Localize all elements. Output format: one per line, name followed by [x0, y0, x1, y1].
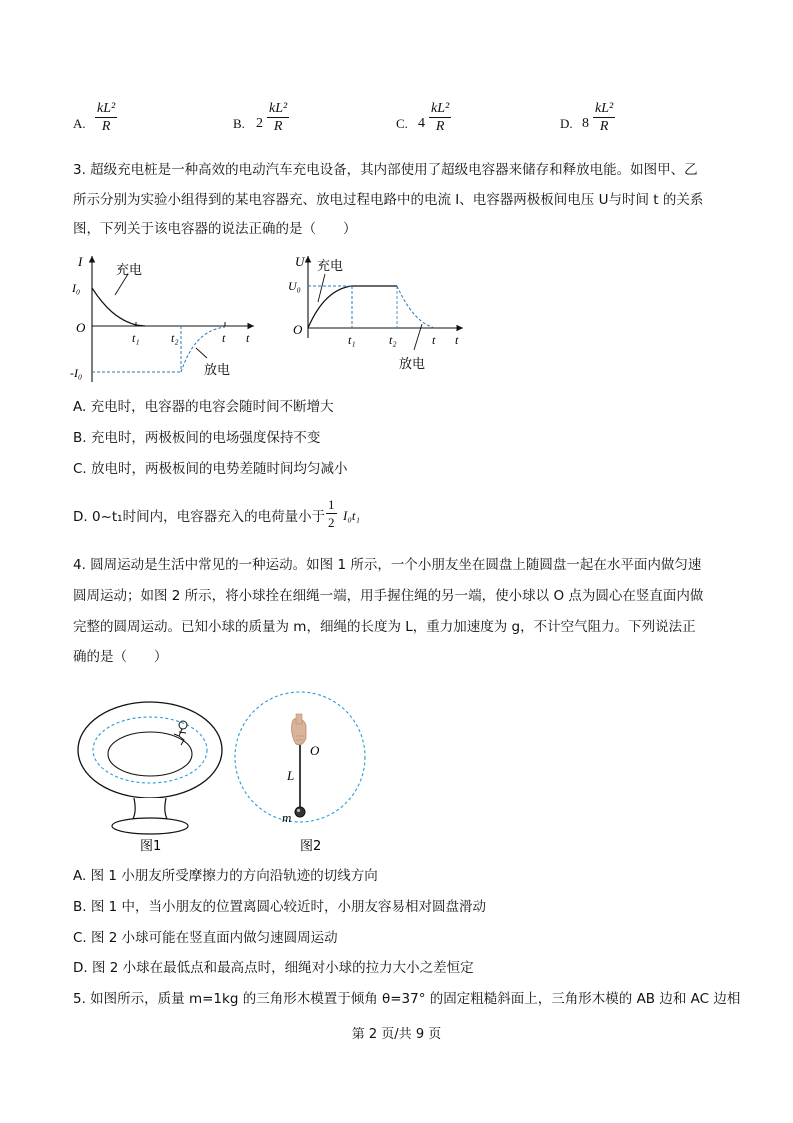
figure2-m-label: m: [282, 810, 292, 825]
figure1-caption: 图1: [140, 839, 162, 854]
graph1-t1-label: t₁: [132, 331, 140, 345]
q4-stem-line4: 确的是（ ）: [73, 649, 168, 665]
q3-option-c: C. 放电时，两极板间的电势差随时间均匀减小: [73, 461, 348, 477]
q3-option-b: B. 充电时，两极板间的电场强度保持不变: [73, 430, 321, 446]
q2-option-c-letter: C.: [396, 116, 408, 131]
ball: [295, 807, 305, 817]
turntable-inner-rim: [108, 732, 192, 776]
graph2-t2-label: t₂: [389, 333, 397, 347]
graph2-t1-label: t₁: [348, 333, 356, 347]
q4-stem-line2: 圆周运动；如图 2 所示，将小球拴在细绳一端，用手握住绳的另一端，使小球以 O 点为圆心在竖直面内做: [73, 588, 704, 604]
q2-option-d-letter: D.: [560, 116, 573, 131]
q2-option-b-letter: B.: [233, 116, 245, 131]
figure2-L-label: L: [287, 768, 295, 783]
graph1-y-label: I: [78, 254, 83, 269]
q4-stem-line1: 4. 圆周运动是生活中常见的一种运动。如图 1 所示，一个小朋友坐在圆盘上随圆盘一起在水平面内做匀速: [73, 557, 702, 573]
q2-option-a-numerator: kL²: [97, 101, 116, 116]
graph1-discharge-label: 放电: [204, 363, 231, 378]
graph2-t-end-label: t: [432, 333, 436, 347]
q3-option-a: A. 充电时，电容器的电容会随时间不断增大: [73, 399, 334, 415]
q5-stem-line1: 5. 如图所示，质量 m=1kg 的三角形木模置于倾角 θ=37° 的固定粗糙斜面上，三角形木模的 AB 边和 AC 边相: [73, 991, 741, 1007]
graph2-charge-curve: [308, 286, 352, 328]
graph2-u0-label: U₀: [288, 279, 301, 293]
graph1-charge-curve: [92, 288, 136, 325]
graph2-discharge-curve: [397, 286, 435, 328]
figure2-caption: 图2: [300, 839, 322, 854]
graph1-i0-label: I₀: [72, 281, 81, 295]
q2-option-b-denominator: R: [273, 119, 283, 134]
graph1-neg-i0-label: -I₀: [70, 366, 83, 380]
q2-option-c-denominator: R: [435, 119, 445, 134]
graph1-t2-label: t₂: [171, 331, 179, 345]
q4-option-d: D. 图 2 小球在最低点和最高点时，细绳对小球的拉力大小之差恒定: [73, 960, 474, 976]
q2-option-c-coef: 4: [418, 116, 425, 131]
graph2-discharge-label: 放电: [399, 357, 426, 372]
graph2-charge-label: 充电: [317, 259, 344, 274]
q2-option-a-fraction: [95, 100, 117, 135]
q4-stem-line3: 完整的圆周运动。已知小球的质量为 m，细绳的长度为 L，重力加速度为 g，不计空气阻力。下列说法正: [73, 619, 696, 635]
hand-icon: [292, 714, 306, 745]
page-footer: 第 2 页/共 9 页: [351, 1027, 442, 1042]
graph1-t-end-label: t: [222, 331, 226, 345]
q2-option-b-coef: 2: [256, 116, 263, 131]
q2-option-d-numerator: kL²: [595, 101, 614, 116]
q4-figure2-vertical-circle: [232, 690, 382, 855]
q2-option-b-fraction: [267, 100, 289, 135]
q3-option-d-denominator: 2: [328, 515, 335, 530]
figure2-O-label: O: [310, 743, 320, 758]
q2-option-d-denominator: R: [599, 119, 609, 134]
q2-option-a-letter: A.: [73, 116, 86, 131]
graph1-x-label: t: [246, 331, 250, 345]
q3-stem-line2: 所示分别为实验小组得到的某电容器充、放电过程电路中的电流 I、电容器两极板间电压 U与时间 t 的关系: [73, 192, 704, 208]
q3-option-d-numerator: 1: [328, 497, 335, 512]
graph2-y-label: U: [295, 254, 305, 269]
q3-option-d-tail: I₀t₁: [343, 508, 360, 523]
q3-stem-line1: 3. 超级充电桩是一种高效的电动汽车充电设备，其内部使用了超级电容器来储存和释放电能。如图甲、乙: [73, 162, 698, 178]
q3-graph-current: [70, 250, 260, 385]
q2-option-a-denominator: R: [101, 119, 111, 134]
q4-option-c: C. 图 2 小球可能在竖直面内做匀速圆周运动: [73, 930, 338, 946]
graph2-x-label: t: [455, 333, 459, 347]
q2-option-c-fraction: [429, 100, 451, 135]
q3-stem-line3: 图，下列关于该电容器的说法正确的是（ ）: [73, 221, 357, 237]
graph2-origin-label: O: [293, 322, 303, 337]
q3-option-d-fraction: [326, 496, 337, 531]
q4-option-a: A. 图 1 小朋友所受摩擦力的方向沿轨迹的切线方向: [73, 868, 378, 884]
q2-option-d-fraction: [593, 100, 615, 135]
q4-figure1-turntable: [70, 690, 230, 855]
q3-option-d-prefix: D. 0~t₁时间内，电容器充入的电荷量小于: [73, 509, 326, 525]
q2-option-b-numerator: kL²: [269, 101, 288, 116]
graph1-origin-label: O: [76, 320, 86, 335]
turntable-base: [112, 818, 188, 834]
graph1-charge-label: 充电: [116, 263, 143, 278]
q2-option-c-numerator: kL²: [431, 101, 450, 116]
q2-option-d-coef: 8: [582, 116, 589, 131]
q4-option-b: B. 图 1 中，当小朋友的位置离圆心较近时，小朋友容易相对圆盘滑动: [73, 899, 487, 915]
q3-graph-voltage: [285, 250, 470, 380]
